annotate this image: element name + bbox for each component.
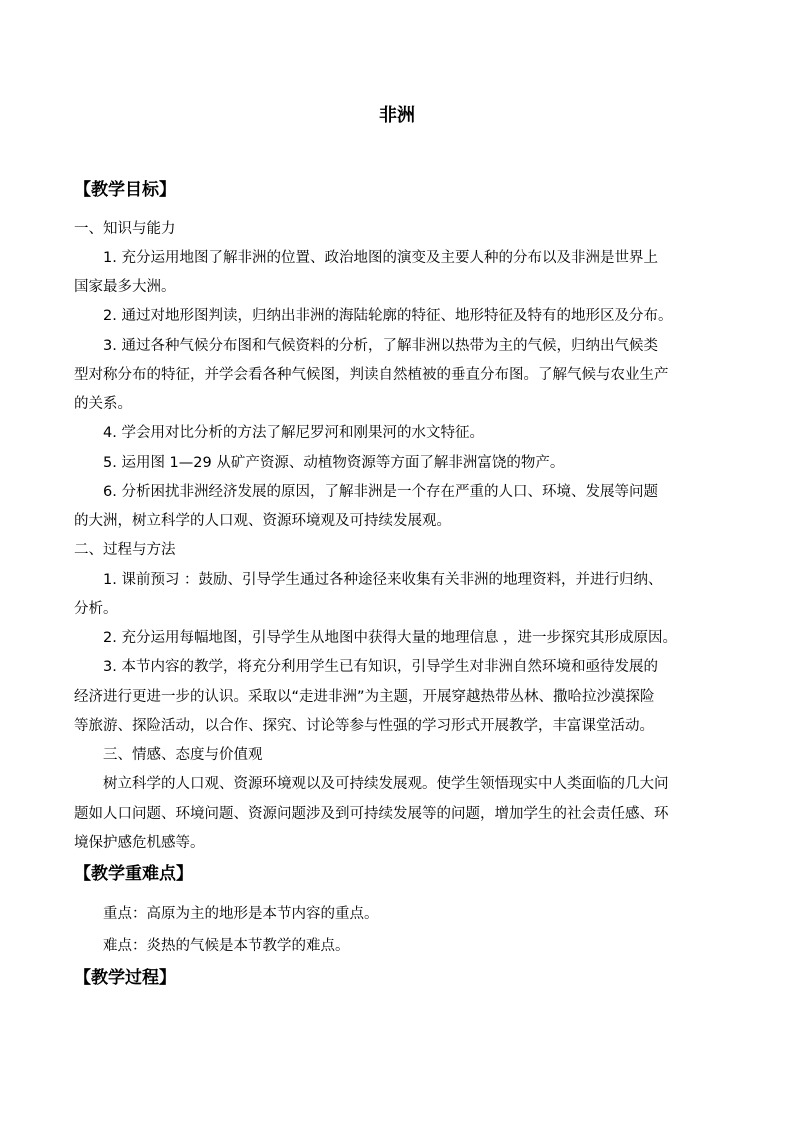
- heading-key-points: 【教学重难点】: [74, 864, 193, 884]
- paragraph-line: 2. 通过对地形图判读，归纳出非洲的海陆轮廓的特征、地形特征及特有的地形区及分布。: [103, 308, 673, 324]
- paragraph-line: 经济进行更进一步的认识。采取以“走进非洲”为主题，开展穿越热带丛林、撒哈拉沙漠探险: [74, 689, 655, 705]
- paragraph-line: 境保护感危机感等。: [74, 835, 205, 851]
- section-heading-process-methods: 二、过程与方法: [74, 542, 176, 558]
- difficult-point-line: 难点：炎热的气候是本节教学的难点。: [103, 938, 350, 954]
- paragraph-line: 4. 学会用对比分析的方法了解尼罗河和刚果河的水文特征。: [103, 425, 484, 441]
- section-heading-attitudes: 三、情感、态度与价值观: [103, 747, 263, 763]
- heading-objectives: 【教学目标】: [74, 180, 176, 200]
- paragraph-line: 3. 通过各种气候分布图和气候资料的分析，了解非洲以热带为主的气候，归纳出气候类: [103, 338, 658, 354]
- key-point-line: 重点：高原为主的地形是本节内容的重点。: [103, 906, 379, 922]
- heading-process: 【教学过程】: [74, 968, 176, 988]
- paragraph-line: 型对称分布的特征，并学会看各种气候图，判读自然植被的垂直分布图。了解气候与农业生产: [74, 367, 669, 383]
- paragraph-line: 树立科学的人口观、资源环境观以及可持续发展观。使学生领悟现实中人类面临的几大问: [103, 776, 669, 792]
- paragraph-line: 的大洲，树立科学的人口观、资源环境观及可持续发展观。: [74, 513, 451, 529]
- document-title: 非洲: [379, 105, 415, 126]
- paragraph-line: 5. 运用图 1—29 从矿产资源、动植物资源等方面了解非洲富饶的物产。: [103, 455, 565, 471]
- paragraph-line: 1. 课前预习 ：鼓励、引导学生通过各种途径来收集有关非洲的地理资料，并进行归纳、: [103, 572, 663, 588]
- paragraph-line: 1. 充分运用地图了解非洲的位置、政治地图的演变及主要人种的分布以及非洲是世界上: [103, 250, 658, 266]
- paragraph-line: 6. 分析困扰非洲经济发展的原因，了解非洲是一个存在严重的人口、环境、发展等问题: [103, 484, 658, 500]
- paragraph-line: 2. 充分运用每幅地图，引导学生从地图中获得大量的地理信息 ，进一步探究其形成原因。: [103, 630, 678, 646]
- paragraph-line: 3. 本节内容的教学，将充分利用学生已有知识，引导学生对非洲自然环境和亟待发展的: [103, 659, 658, 675]
- section-heading-knowledge: 一、知识与能力: [74, 221, 176, 237]
- paragraph-line: 等旅游、探险活动，以合作、探究、讨论等参与性强的学习形式开展教学，丰富课堂活动。: [74, 718, 654, 734]
- paragraph-line: 的关系。: [74, 396, 132, 412]
- paragraph-line: 分析。: [74, 601, 118, 617]
- paragraph-line: 国家最多大洲。: [74, 279, 176, 295]
- paragraph-line: 题如人口问题、环境问题、资源问题涉及到可持续发展等的问题，增加学生的社会责任感、环: [74, 806, 669, 822]
